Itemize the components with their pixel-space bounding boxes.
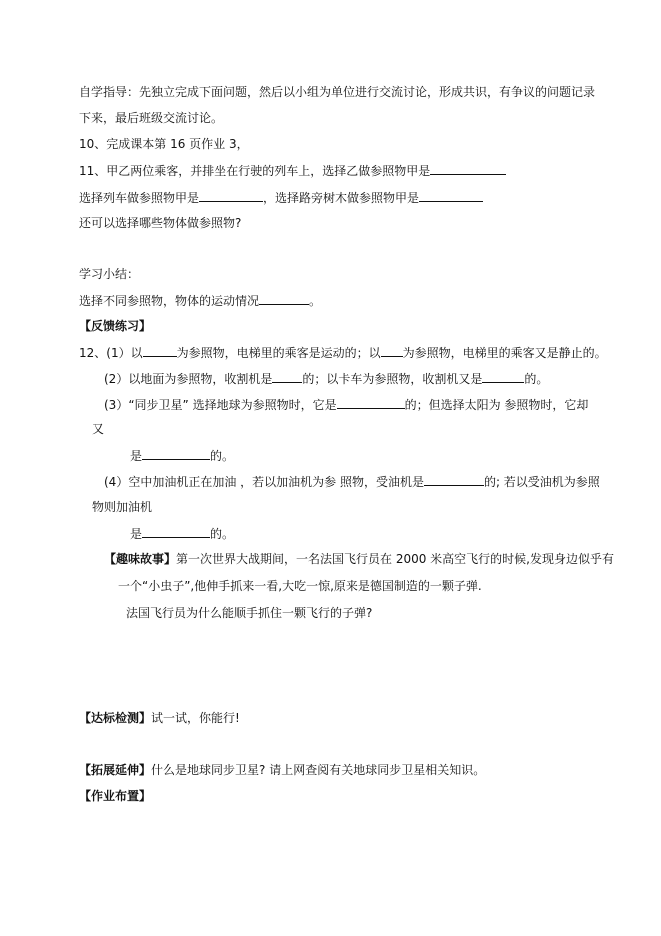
check-text: 试一试，你能行! [151,711,240,725]
answer-blank[interactable] [259,292,309,305]
question-12-3-cont: 又 [92,422,105,436]
check-label: 【达标检测】 [79,711,152,725]
q12-1-text: 12、(1）以 [79,346,143,360]
answer-blank[interactable] [419,189,483,202]
question-12-1 [79,344,607,361]
answer-blank[interactable] [430,162,506,175]
answer-blank[interactable] [143,344,177,357]
q12-2-text: 的。 [524,372,549,386]
q12-2-text: (2）以地面为参照物，收割机是 [104,372,273,386]
summary-text-post: 。 [309,294,322,308]
answer-blank[interactable] [424,473,484,486]
answer-blank[interactable] [272,370,302,383]
question-12-2 [104,370,548,387]
story-text: 第一次世界大战期间，一名法国飞行员在 2000 米高空飞行的时候,发现身边似乎有 [176,552,615,566]
answer-blank[interactable] [381,344,403,357]
feedback-title: 【反馈练习】 [79,319,152,333]
q12-2-text: 的；以卡车为参照物，收割机又是 [302,372,483,386]
question-10: 10、完成课本第 16 页作业 3， [79,137,249,151]
q12-1-text: 为参照物，电梯里的乘客又是静止的。 [402,346,607,360]
question-12-4-answer [130,525,234,542]
summary-text [79,292,321,309]
guide-line-2: 下来，最后班级交流讨论。 [79,111,224,125]
answer-blank[interactable] [482,370,524,383]
story-label: 【趣味故事】 [104,552,177,566]
q12-3-text: 的。 [210,449,235,463]
q12-4-text: 是 [130,527,143,541]
extend-text: 什么是地球同步卫星? 请上网查阅有关地球同步卫星相关知识。 [151,763,486,777]
q12-4-text: (4）空中加油机正在加油 ，若以加油机为参 照物，受油机是 [104,475,424,489]
question-11-text: 选择列车做参照物甲是 [79,191,200,205]
question-12-4-cont: 物则加油机 [92,500,153,514]
question-11-text: 11、甲乙两位乘客，并排坐在行驶的列车上，选择乙做参照物甲是 [79,164,431,178]
extend-section [79,762,485,778]
q12-3-text: 的；但选择太阳为 参照物时，它却 [404,398,589,412]
answer-blank[interactable] [199,189,263,202]
answer-blank[interactable] [337,396,405,409]
story-line-1 [104,551,614,567]
answer-blank[interactable] [142,525,210,538]
question-12-4 [104,473,600,490]
q12-3-text: 是 [130,449,143,463]
answer-blank[interactable] [142,447,210,460]
question-11-text: ，选择路旁树木做参照物甲是 [263,191,420,205]
question-11-line-3: 还可以选择哪些物体做参照物? [79,216,242,230]
question-12-3 [104,396,588,413]
check-section [79,710,240,726]
summary-text-pre: 选择不同参照物，物体的运动情况 [79,294,260,308]
question-11-line-1 [79,162,506,179]
question-12-3-answer [130,447,234,464]
extend-label: 【拓展延伸】 [79,763,152,777]
q12-4-text: 的。 [210,527,235,541]
q12-1-text: 为参照物，电梯里的乘客是运动的；以 [176,346,381,360]
guide-line-1: 自学指导：先独立完成下面问题，然后以小组为单位进行交流讨论，形成共识，有争议的问题记录 [79,85,596,99]
q12-4-text: 的; 若以受油机为参照 [483,475,600,489]
question-11-line-2 [79,189,483,206]
story-line-3: 法国飞行员为什么能顺手抓住一颗飞行的子弹? [126,606,373,620]
story-line-2: 一个“小虫子”,他伸手抓来一看,大吃一惊,原来是德国制造的一颗子弹. [118,579,482,593]
q12-3-text: (3）“同步卫星” 选择地球为参照物时，它是 [104,398,337,412]
summary-title: 学习小结： [79,267,140,281]
homework-label: 【作业布置】 [79,789,152,803]
